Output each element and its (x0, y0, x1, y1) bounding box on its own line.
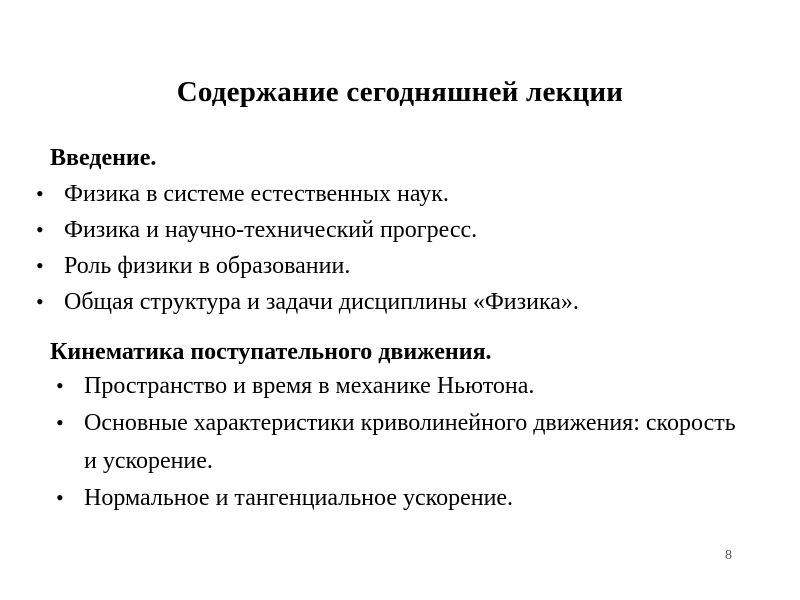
list-item-text: Общая структура и задачи дисциплины «Физика». (64, 289, 579, 315)
bullet-icon: • (36, 253, 44, 278)
bullet-icon: • (36, 217, 44, 242)
list-item-text: Основные характеристики криволинейного движения: скорость и ускорение. (84, 410, 736, 474)
list-item-text: Роль физики в образовании. (64, 253, 351, 279)
list-item (30, 248, 790, 284)
slide-title: Содержание сегодняшней лекции (176, 76, 624, 108)
list-item (50, 368, 750, 404)
list-item (30, 176, 790, 212)
intro-heading: Введение. (50, 145, 157, 171)
list-item (30, 284, 790, 320)
list-item (30, 212, 790, 248)
page-number: 8 (725, 548, 732, 563)
bullet-icon: • (36, 181, 44, 206)
list-item-text: Пространство и время в механике Ньютона. (84, 373, 535, 399)
bullet-icon: • (56, 373, 64, 398)
list-item (50, 404, 750, 480)
intro-list (30, 176, 790, 320)
list-item-text: Физика в системе естественных наук. (64, 181, 449, 207)
bullet-icon: • (56, 485, 64, 510)
list-item-text: Физика и научно-технический прогресс. (64, 217, 478, 243)
kinematics-list (50, 368, 750, 516)
bullet-icon: • (36, 289, 44, 314)
list-item (50, 480, 750, 516)
kinematics-heading: Кинематика поступательного движения. (50, 339, 492, 365)
bullet-icon: • (56, 410, 64, 435)
list-item-text: Нормальное и тангенциальное ускорение. (84, 485, 514, 511)
